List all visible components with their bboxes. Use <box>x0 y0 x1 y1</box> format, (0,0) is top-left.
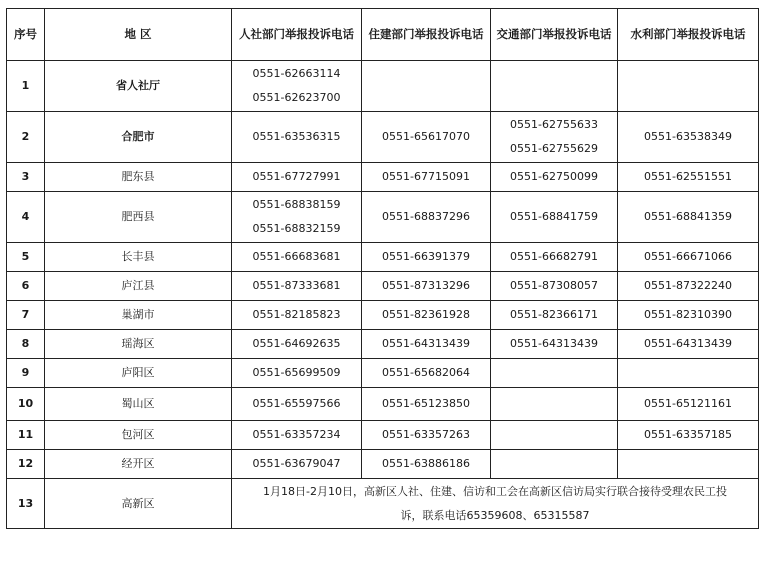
housing-phone-cell <box>362 243 491 272</box>
table-row <box>7 421 759 450</box>
transport-phone-cell <box>491 163 618 192</box>
transport-phone-number: 0551-64313439 <box>510 337 598 350</box>
table-row <box>7 163 759 192</box>
hrss-phone-number: 0551-66683681 <box>252 250 341 263</box>
water-phone-cell <box>618 243 759 272</box>
housing-phone-cell <box>362 192 491 243</box>
hrss-phone-number: 0551-65699509 <box>252 366 341 379</box>
housing-phone-number: 0551-63357263 <box>382 428 470 441</box>
row-number: 9 <box>7 359 45 388</box>
housing-phone-cell <box>362 450 491 479</box>
hrss-phone-number: 0551-63357234 <box>252 428 341 441</box>
transport-phone-cell <box>491 301 618 330</box>
water-phone-number: 0551-63538349 <box>644 130 732 143</box>
water-phone-cell <box>618 359 759 388</box>
hrss-phone-cell <box>232 301 362 330</box>
water-phone-cell <box>618 61 759 112</box>
row-region: 庐阳区 <box>45 359 232 388</box>
table-row <box>7 112 759 163</box>
transport-phone-number: 0551-68841759 <box>510 210 598 223</box>
hrss-phone-number: 0551-63536315 <box>252 130 341 143</box>
header-housing-phone: 住建部门举报投诉电话 <box>362 9 491 61</box>
hrss-phone-cell <box>232 272 362 301</box>
row-number: 3 <box>7 163 45 192</box>
header-transport-phone: 交通部门举报投诉电话 <box>491 9 618 61</box>
water-phone-number: 0551-62551551 <box>644 170 732 183</box>
row-number: 8 <box>7 330 45 359</box>
header-hrss-phone: 人社部门举报投诉电话 <box>232 9 362 61</box>
hrss-phone-number: 0551-65597566 <box>252 397 341 410</box>
table-row <box>7 192 759 243</box>
table-row <box>7 272 759 301</box>
housing-phone-number: 0551-66391379 <box>382 250 470 263</box>
table-row <box>7 243 759 272</box>
transport-phone-number: 0551-66682791 <box>510 250 598 263</box>
housing-phone-number: 0551-65682064 <box>382 366 470 379</box>
housing-phone-cell <box>362 359 491 388</box>
transport-phone-cell <box>491 359 618 388</box>
hrss-phone-cell <box>232 421 362 450</box>
housing-phone-number: 0551-65123850 <box>382 397 470 410</box>
hrss-phone-cell <box>232 192 362 243</box>
transport-phone-cell <box>491 330 618 359</box>
water-phone-number: 0551-65121161 <box>644 397 732 410</box>
transport-phone-number: 0551-62755629 <box>510 142 598 155</box>
hrss-phone-number: 0551-67727991 <box>252 170 341 183</box>
water-phone-cell <box>618 272 759 301</box>
transport-phone-cell <box>491 112 618 163</box>
housing-phone-number: 0551-82361928 <box>382 308 470 321</box>
hrss-phone-number: 0551-64692635 <box>252 337 341 350</box>
table-row <box>7 61 759 112</box>
housing-phone-cell <box>362 61 491 112</box>
row-region: 蜀山区 <box>45 388 232 421</box>
housing-phone-cell <box>362 301 491 330</box>
housing-phone-number: 0551-87313296 <box>382 279 470 292</box>
housing-phone-cell <box>362 163 491 192</box>
hotline-table <box>6 8 759 529</box>
water-phone-number: 0551-63357185 <box>644 428 732 441</box>
housing-phone-cell <box>362 421 491 450</box>
row-region: 长丰县 <box>45 243 232 272</box>
row-number: 4 <box>7 192 45 243</box>
housing-phone-number: 0551-65617070 <box>382 130 470 143</box>
water-phone-cell <box>618 112 759 163</box>
hrss-phone-number: 0551-62663114 <box>252 67 341 80</box>
housing-phone-cell <box>362 112 491 163</box>
housing-phone-cell <box>362 272 491 301</box>
row-region: 省人社厅 <box>45 61 232 112</box>
transport-phone-cell <box>491 61 618 112</box>
housing-phone-number: 0551-68837296 <box>382 210 470 223</box>
row-region: 肥东县 <box>45 163 232 192</box>
row-number: 12 <box>7 450 45 479</box>
water-phone-number: 0551-64313439 <box>644 337 732 350</box>
transport-phone-cell <box>491 421 618 450</box>
row-number: 2 <box>7 112 45 163</box>
header-water-phone: 水利部门举报投诉电话 <box>618 9 759 61</box>
transport-phone-cell <box>491 450 618 479</box>
housing-phone-number: 0551-63886186 <box>382 457 470 470</box>
table-row <box>7 359 759 388</box>
transport-phone-cell <box>491 192 618 243</box>
row-region: 包河区 <box>45 421 232 450</box>
table-row <box>7 301 759 330</box>
row-number: 6 <box>7 272 45 301</box>
transport-phone-number: 0551-82366171 <box>510 308 598 321</box>
row-number: 7 <box>7 301 45 330</box>
water-phone-number: 0551-82310390 <box>644 308 732 321</box>
hrss-phone-cell <box>232 112 362 163</box>
water-phone-cell <box>618 192 759 243</box>
header-region: 地 区 <box>45 9 232 61</box>
row-region: 高新区 <box>45 479 232 529</box>
gaoxin-note-line-1: 1月18日-2月10日，高新区人社、住建、信访和工会在高新区信访局实行联合接待受理农民工投 <box>263 484 727 498</box>
hrss-phone-number: 0551-68838159 <box>252 198 341 211</box>
table-row <box>7 450 759 479</box>
water-phone-number: 0551-87322240 <box>644 279 732 292</box>
table-row <box>7 330 759 359</box>
hrss-phone-number: 0551-82185823 <box>252 308 341 321</box>
row-region: 巢湖市 <box>45 301 232 330</box>
hrss-phone-cell <box>232 243 362 272</box>
water-phone-cell <box>618 301 759 330</box>
row-region: 瑶海区 <box>45 330 232 359</box>
housing-phone-number: 0551-64313439 <box>382 337 470 350</box>
transport-phone-cell <box>491 388 618 421</box>
row-region: 合肥市 <box>45 112 232 163</box>
transport-phone-number: 0551-87308057 <box>510 279 598 292</box>
table-row-gaoxin <box>7 479 759 529</box>
housing-phone-cell <box>362 330 491 359</box>
water-phone-cell <box>618 450 759 479</box>
row-number: 5 <box>7 243 45 272</box>
transport-phone-number: 0551-62755633 <box>510 118 598 131</box>
header-row <box>7 9 759 61</box>
table-row <box>7 388 759 421</box>
hrss-phone-cell <box>232 163 362 192</box>
row-number: 13 <box>7 479 45 529</box>
hrss-phone-cell <box>232 359 362 388</box>
hrss-phone-number: 0551-63679047 <box>252 457 341 470</box>
hrss-phone-cell <box>232 330 362 359</box>
header-no: 序号 <box>7 9 45 61</box>
row-number: 11 <box>7 421 45 450</box>
hrss-phone-cell <box>232 450 362 479</box>
row-number: 10 <box>7 388 45 421</box>
hrss-phone-number: 0551-68832159 <box>252 222 341 235</box>
housing-phone-cell <box>362 388 491 421</box>
water-phone-cell <box>618 388 759 421</box>
water-phone-cell <box>618 421 759 450</box>
hrss-phone-cell <box>232 388 362 421</box>
water-phone-number: 0551-66671066 <box>644 250 732 263</box>
water-phone-cell <box>618 163 759 192</box>
row-number: 1 <box>7 61 45 112</box>
hrss-phone-cell <box>232 61 362 112</box>
transport-phone-cell <box>491 243 618 272</box>
water-phone-cell <box>618 330 759 359</box>
hrss-phone-number: 0551-62623700 <box>252 91 341 104</box>
gaoxin-note-line-2: 诉，联系电话65359608、65315587 <box>400 508 590 522</box>
water-phone-number: 0551-68841359 <box>644 210 732 223</box>
row-region: 肥西县 <box>45 192 232 243</box>
gaoxin-note <box>232 479 759 529</box>
row-region: 庐江县 <box>45 272 232 301</box>
housing-phone-number: 0551-67715091 <box>382 170 470 183</box>
row-region: 经开区 <box>45 450 232 479</box>
transport-phone-cell <box>491 272 618 301</box>
hrss-phone-number: 0551-87333681 <box>252 279 341 292</box>
transport-phone-number: 0551-62750099 <box>510 170 598 183</box>
